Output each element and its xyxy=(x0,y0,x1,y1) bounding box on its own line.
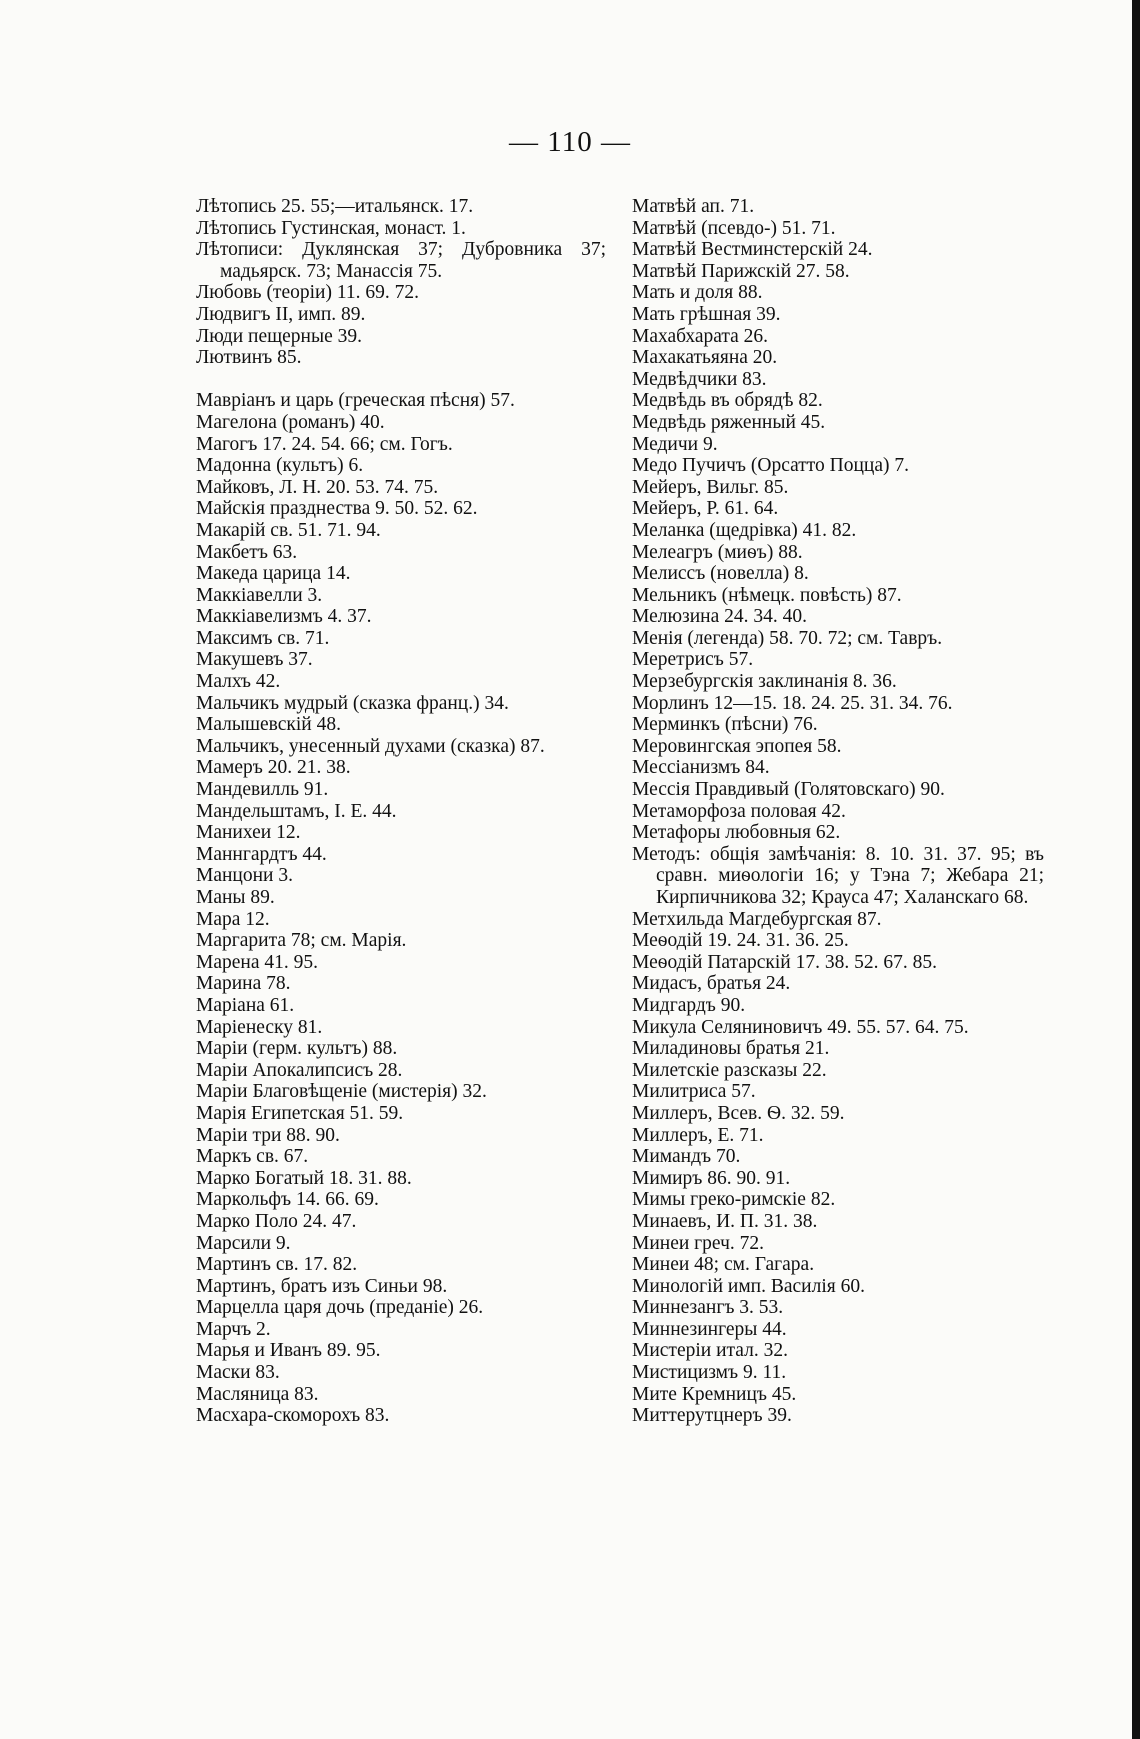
index-entry: Мимы греко-римскіе 82. xyxy=(632,1189,836,1211)
index-entry: Микула Селяниновичъ 49. 55. 57. 64. 75. xyxy=(632,1016,969,1038)
index-entry: Минологій имп. Василія 60. xyxy=(632,1275,865,1297)
index-entry: Марко Поло 24. 47. xyxy=(196,1210,357,1232)
index-entry: Мелеагръ (миѳъ) 88. xyxy=(632,541,803,563)
index-entry: Маккіавелли 3. xyxy=(196,584,323,606)
page-number: — 110 — xyxy=(509,126,631,158)
index-entry: Любовь (теоріи) 11. 69. 72. xyxy=(196,282,419,304)
index-entry: Мистеріи итал. 32. xyxy=(632,1340,788,1362)
index-entry: Марцелла царя дочь (преданіе) 26. xyxy=(196,1297,484,1319)
index-entry: Мельникъ (нѣмецк. повѣсть) 87. xyxy=(632,584,902,606)
index-entry: Масляница 83. xyxy=(196,1383,319,1405)
index-entry: Мать грѣшная 39. xyxy=(632,303,781,325)
index-entry: Маски 83. xyxy=(196,1362,280,1384)
index-entry: Мимандъ 70. xyxy=(632,1146,741,1168)
index-entry: Матвѣй Парижскій 27. 58. xyxy=(632,260,850,282)
index-entry: Миллеръ, Всев. Ѳ. 32. 59. xyxy=(632,1102,845,1124)
index-entry: Меровингская эпопея 58. xyxy=(632,735,842,757)
index-entry: Махакатьяяна 20. xyxy=(632,347,778,369)
index-entry: Мавріанъ и царь (греческая пѣсня) 57. xyxy=(196,390,515,412)
index-entry: Марсили 9. xyxy=(196,1232,291,1254)
index-entry: Матвѣй (псевдо-) 51. 71. xyxy=(632,217,836,239)
index-entry: Миллеръ, Е. 71. xyxy=(632,1124,764,1146)
index-entry: Маркольфъ 14. 66. 69. xyxy=(196,1189,379,1211)
index-entry: Лѣтопись Густинская, монаст. 1. xyxy=(196,217,466,239)
index-entry: Макарій св. 51. 71. 94. xyxy=(196,519,381,541)
index-entry: Милитриса 57. xyxy=(632,1081,756,1103)
index-entry: Медвѣдь ряженный 45. xyxy=(632,411,826,433)
index-entry: Меретрисъ 57. xyxy=(632,649,754,671)
index-entry: Мимиръ 86. 90. 91. xyxy=(632,1167,791,1189)
index-entry: Лѣтописи: Дуклянская 37; Дубровника 37; мадьярск. 73; Манассія 75. xyxy=(196,239,606,282)
index-entry: Минаевъ, И. П. 31. 38. xyxy=(632,1210,818,1232)
section-gap xyxy=(196,369,606,391)
index-entry: Мамеръ 20. 21. 38. xyxy=(196,757,351,779)
index-entry: Марена 41. 95. xyxy=(196,951,318,973)
index-entry: Метхильда Магдебургская 87. xyxy=(632,908,882,930)
index-entry: Магогъ 17. 24. 54. 66; см. Гогъ. xyxy=(196,433,453,455)
index-entry: Мидгардъ 90. xyxy=(632,994,746,1016)
index-entry: Мать и доля 88. xyxy=(632,282,763,304)
index-entry: Люди пещерные 39. xyxy=(196,325,362,347)
index-entry: Мейеръ, Вильг. 85. xyxy=(632,476,789,498)
index-entry: Мальчикъ мудрый (сказка франц.) 34. xyxy=(196,692,509,714)
index-entry: Маргарита 78; см. Марія. xyxy=(196,930,407,952)
page-edge-bar xyxy=(1132,0,1140,1739)
index-entry: Медвѣдь въ обрядѣ 82. xyxy=(632,390,823,412)
index-entry: Мидасъ, братья 24. xyxy=(632,973,791,995)
index-column-right xyxy=(632,196,1044,1427)
index-entry: Мартинъ св. 17. 82. xyxy=(196,1254,358,1276)
index-entry: Мадонна (культъ) 6. xyxy=(196,455,364,477)
index-entry: Малхъ 42. xyxy=(196,671,281,693)
index-entry: Марко Богатый 18. 31. 88. xyxy=(196,1167,412,1189)
index-entry: Метаморфоза половая 42. xyxy=(632,800,846,822)
index-entry: Меланка (щедрівка) 41. 82. xyxy=(632,519,857,541)
index-entry: Методъ: общія замѣчанія: 8. 10. 31. 37. 95; въ сравн. миѳологіи 16; у Тэна 7; Жебара 21; Кирпичникова 32; Крауса 47; Халанскаго 68. xyxy=(632,843,1044,908)
index-column-left xyxy=(196,196,606,1427)
index-entry: Мартинъ, братъ изъ Синьи 98. xyxy=(196,1275,448,1297)
index-entry: Мистицизмъ 9. 11. xyxy=(632,1362,787,1384)
index-entry: Маркъ св. 67. xyxy=(196,1146,309,1168)
index-entry: Масхара-скоморохъ 83. xyxy=(196,1405,390,1427)
index-entry: Мерминкъ (пѣсни) 76. xyxy=(632,714,818,736)
index-entry: Македа царица 14. xyxy=(196,563,351,585)
index-entry: Маріи (герм. культъ) 88. xyxy=(196,1038,398,1060)
index-entry: Медичи 9. xyxy=(632,433,718,455)
index-entry: Лютвинъ 85. xyxy=(196,347,302,369)
index-entry: Матвѣй ап. 71. xyxy=(632,196,755,217)
index-entry: Мелюзина 24. 34. 40. xyxy=(632,606,808,628)
index-entry: Манихеи 12. xyxy=(196,822,301,844)
index-entry: Маріи три 88. 90. xyxy=(196,1124,340,1146)
index-entry: Маккіавелизмъ 4. 37. xyxy=(196,606,372,628)
index-entry: Марія Египетская 51. 59. xyxy=(196,1102,404,1124)
index-entry: Марчъ 2. xyxy=(196,1318,271,1340)
index-entry: Менія (легенда) 58. 70. 72; см. Тавръ. xyxy=(632,627,943,649)
index-entry: Минеи 48; см. Гагара. xyxy=(632,1254,815,1276)
index-entry: Магелона (романъ) 40. xyxy=(196,411,385,433)
index-entry: Манцони 3. xyxy=(196,865,293,887)
index-entry: Лѣтопись 25. 55;—итальянск. 17. xyxy=(196,196,474,217)
index-entry: Малышевскій 48. xyxy=(196,714,341,736)
index-entry: Максимъ св. 71. xyxy=(196,627,330,649)
index-entry: Маннгардтъ 44. xyxy=(196,843,327,865)
index-entry: Морлинъ 12—15. 18. 24. 25. 31. 34. 76. xyxy=(632,692,953,714)
index-entry: Мелиссъ (новелла) 8. xyxy=(632,563,809,585)
index-entry: Марья и Иванъ 89. 95. xyxy=(196,1340,381,1362)
index-entry: Минеи греч. 72. xyxy=(632,1232,765,1254)
index-entry: Маріенеску 81. xyxy=(196,1016,323,1038)
index-entry: Меѳодій Патарскій 17. 38. 52. 67. 85. xyxy=(632,951,937,973)
index-entry: Маріи Благовѣщеніе (мистерія) 32. xyxy=(196,1081,487,1103)
index-entry: Мара 12. xyxy=(196,908,270,930)
index-entry: Майскія празднества 9. 50. 52. 62. xyxy=(196,498,478,520)
index-entry: Мессія Правдивый (Голятовскаго) 90. xyxy=(632,779,945,801)
index-entry: Медо Пучичъ (Орсатто Поцца) 7. xyxy=(632,455,909,477)
index-entry: Марина 78. xyxy=(196,973,291,995)
index-entry: Метафоры любовныя 62. xyxy=(632,822,841,844)
index-entry: Мандельштамъ, І. Е. 44. xyxy=(196,800,397,822)
index-entry: Меѳодій 19. 24. 31. 36. 25. xyxy=(632,930,849,952)
index-entry: Маріи Апокалипсисъ 28. xyxy=(196,1059,403,1081)
index-entry: Мандевилль 91. xyxy=(196,779,329,801)
index-entry: Махабхарата 26. xyxy=(632,325,769,347)
index-entry: Миттерутцнеръ 39. xyxy=(632,1405,792,1427)
index-entry: Мейеръ, Р. 61. 64. xyxy=(632,498,779,520)
index-entry: Маріана 61. xyxy=(196,994,295,1016)
index-entry: Людвигъ II, имп. 89. xyxy=(196,303,366,325)
index-entry: Миннезангъ 3. 53. xyxy=(632,1297,784,1319)
index-entry: Мессіанизмъ 84. xyxy=(632,757,770,779)
index-entry: Макушевъ 37. xyxy=(196,649,313,671)
index-entry: Милетскіе разсказы 22. xyxy=(632,1059,827,1081)
index-entry: Маны 89. xyxy=(196,887,275,908)
index-entry: Мальчикъ, унесенный духами (сказка) 87. xyxy=(196,735,545,757)
index-entry: Мите Кремницъ 45. xyxy=(632,1383,797,1405)
index-entry: Медвѣдчики 83. xyxy=(632,368,767,390)
index-entry: Матвѣй Вестминстерскій 24. xyxy=(632,239,873,261)
index-entry: Миннезингеры 44. xyxy=(632,1318,787,1340)
index-entry: Майковъ, Л. Н. 20. 53. 74. 75. xyxy=(196,476,439,498)
index-entry: Макбетъ 63. xyxy=(196,541,298,563)
index-entry: Миладиновы братья 21. xyxy=(632,1038,830,1060)
index-entry: Мерзебургскія заклинанія 8. 36. xyxy=(632,671,897,693)
